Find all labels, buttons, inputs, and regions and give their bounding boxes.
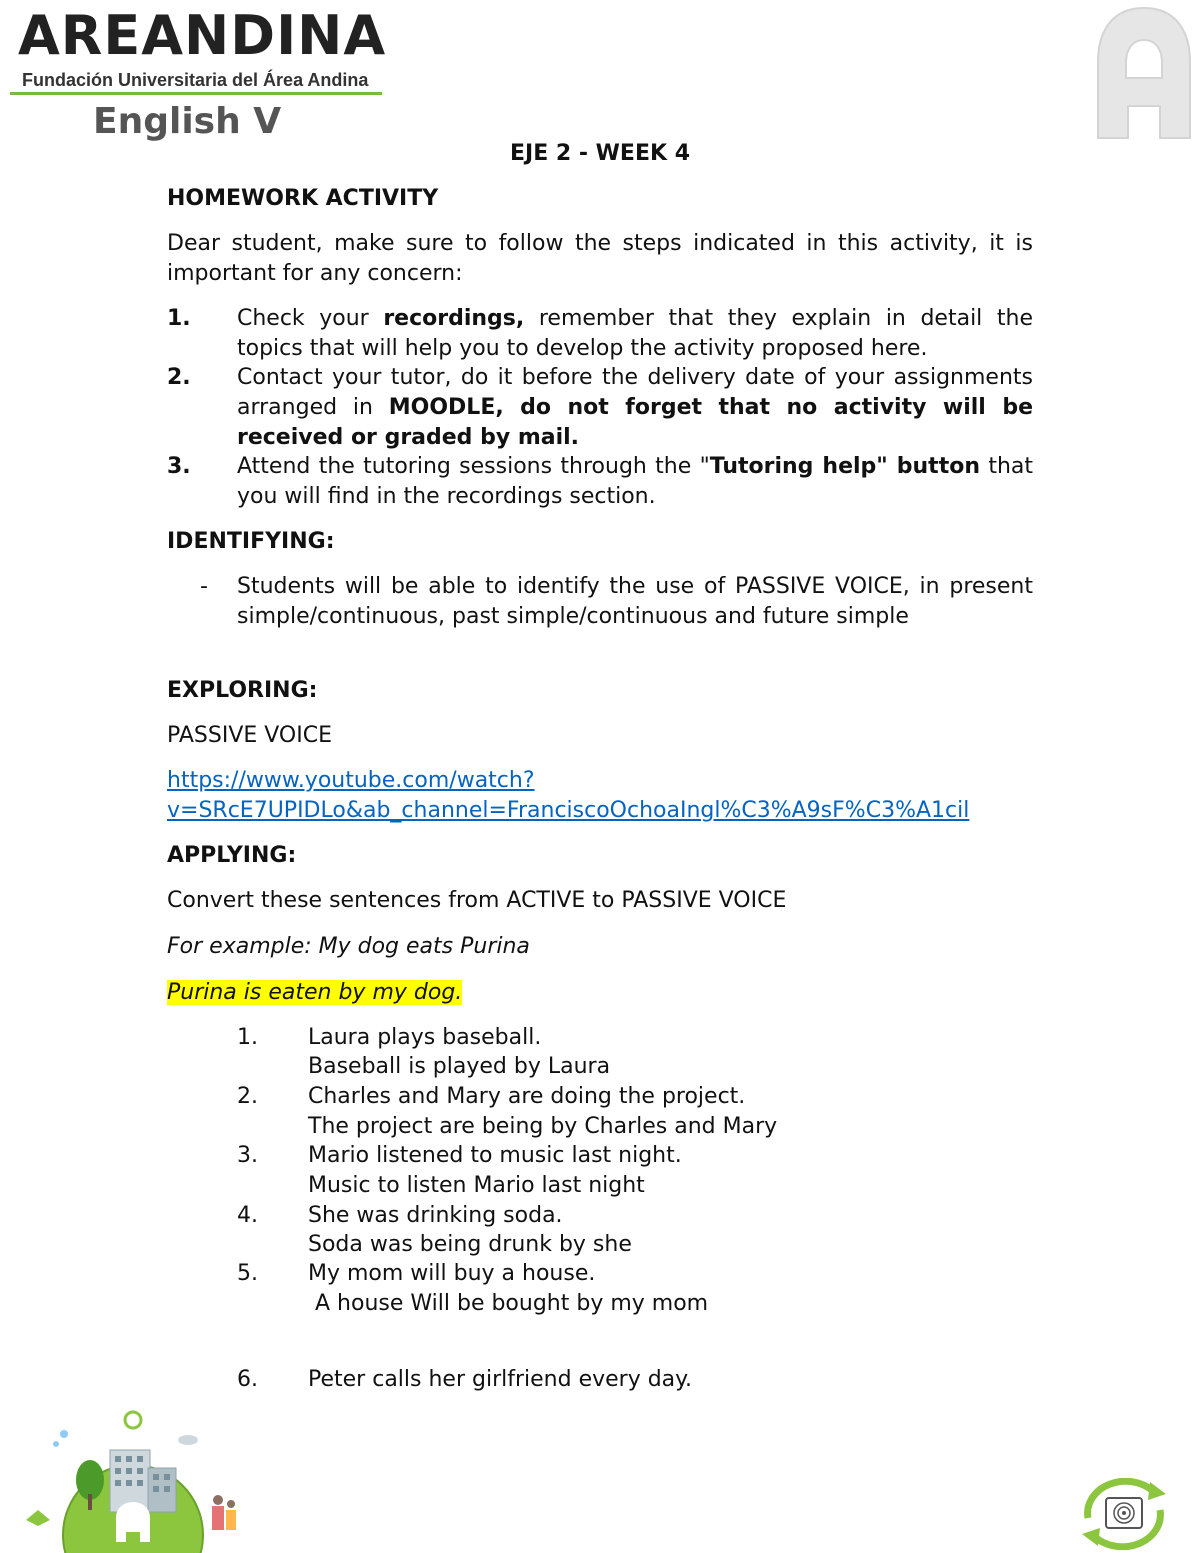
step-number: 3. bbox=[167, 454, 191, 479]
example-answer bbox=[167, 978, 1033, 1008]
fingerprint-recycle-icon bbox=[1074, 1478, 1174, 1550]
example-text: For example: My dog eats Purina bbox=[167, 934, 530, 959]
exercise-sentence: Charles and Mary are doing the project. bbox=[308, 1084, 746, 1109]
step-number: 1. bbox=[167, 306, 191, 331]
video-link-line2[interactable]: v=SRcE7UPIDLo&ab_channel=FranciscoOchoaIngl%C3%A9sF%C3%A1cil bbox=[167, 798, 970, 823]
highlighted-answer: Purina is eaten by my dog. bbox=[167, 980, 463, 1005]
exercise-sentence: Laura plays baseball. bbox=[308, 1025, 542, 1050]
page-title: EJE 2 - WEEK 4 bbox=[510, 141, 690, 166]
exercise-sentence: She was drinking soda. bbox=[308, 1203, 563, 1228]
exercise-number: 1. bbox=[237, 1025, 258, 1050]
bullet-dash: - bbox=[200, 574, 208, 599]
exploring-topic: PASSIVE VOICE bbox=[167, 723, 332, 748]
exercise-number: 4. bbox=[237, 1203, 258, 1228]
step-item: Check your recordings, remember that they explain in detail the topics that will help you to develop the activity proposed here. bbox=[237, 306, 1033, 361]
exercise-answer: Baseball is played by Laura bbox=[308, 1054, 611, 1079]
exercise-answer: The project are being by Charles and Mary bbox=[308, 1114, 778, 1139]
exercise-answer: A house Will be bought by my mom bbox=[308, 1291, 709, 1316]
instruction-text: Convert these sentences from ACTIVE to PASSIVE VOICE bbox=[167, 888, 787, 913]
exercise-answer: Music to listen Mario last night bbox=[308, 1173, 645, 1198]
identifying-heading: IDENTIFYING: bbox=[167, 529, 335, 554]
logo-wordmark: AREANDINA bbox=[18, 4, 387, 67]
logo-subtitle: Fundación Universitaria del Área Andina bbox=[22, 70, 369, 90]
exercise-number: 3. bbox=[237, 1143, 258, 1168]
step-number: 2. bbox=[167, 365, 191, 390]
exercise-answer: Soda was being drunk by she bbox=[308, 1232, 632, 1257]
homework-heading: HOMEWORK ACTIVITY bbox=[167, 186, 439, 211]
eco-city-illustration-icon bbox=[18, 1410, 248, 1553]
exercise-number: 6. bbox=[237, 1367, 258, 1392]
step-item: Contact your tutor, do it before the delivery date of your assignments arranged in MOODLE, do not forget that no activity will be received or graded by mail. bbox=[237, 365, 1033, 450]
applying-heading: APPLYING: bbox=[167, 843, 297, 868]
step-item: Attend the tutoring sessions through the "Tutoring help" button that you will find in the recordings section. bbox=[237, 454, 1033, 509]
exercise-number: 5. bbox=[237, 1261, 258, 1286]
exploring-heading: EXPLORING: bbox=[167, 678, 318, 703]
logo-underline bbox=[10, 92, 382, 95]
course-title: English V bbox=[93, 101, 282, 142]
areandina-a-logo-icon bbox=[1088, 2, 1200, 144]
exercise-number: 2. bbox=[237, 1084, 258, 1109]
video-link-line1[interactable]: https://www.youtube.com/watch? bbox=[167, 768, 535, 793]
intro-paragraph: Dear student, make sure to follow the steps indicated in this activity, it is important for any concern: bbox=[167, 231, 1033, 286]
video-link[interactable] bbox=[167, 766, 1067, 826]
exercise-sentence: Peter calls her girlfriend every day. bbox=[308, 1367, 693, 1392]
exercise-sentence: Mario listened to music last night. bbox=[308, 1143, 682, 1168]
exercise-sentence: My mom will buy a house. bbox=[308, 1261, 596, 1286]
identifying-text: Students will be able to identify the use of PASSIVE VOICE, in present simple/continuous, past simple/continuous and future simple bbox=[237, 574, 1033, 629]
